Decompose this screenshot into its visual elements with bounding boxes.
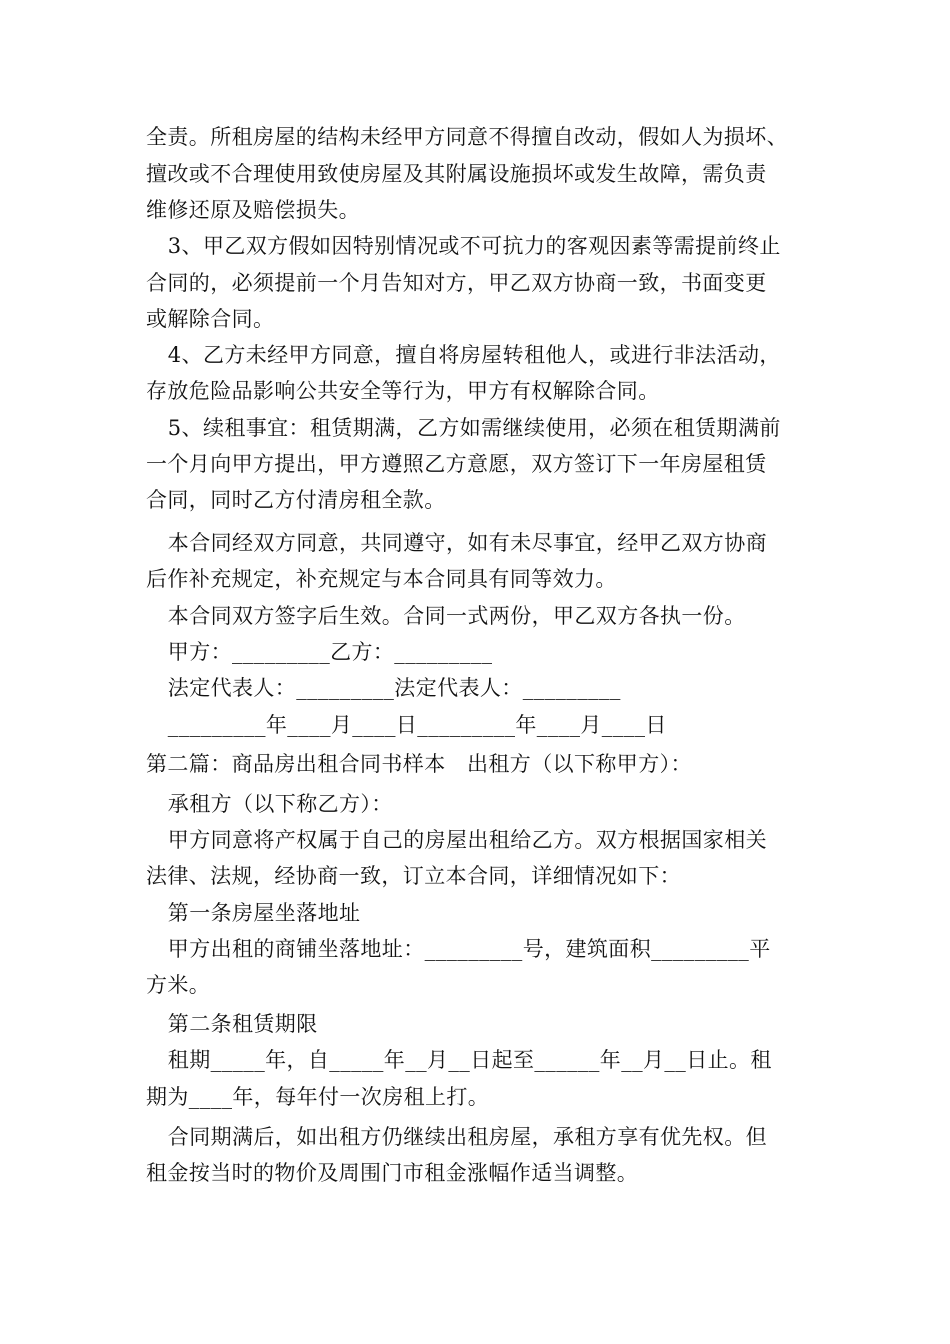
clause-heading: 第二条租赁期限 (146, 1012, 318, 1036)
text-line: 方米。 (146, 973, 211, 997)
text-line: 本合同经双方同意，共同遵守，如有未尽事宜，经甲乙双方协商 (146, 531, 767, 555)
text-line: 全责。所租房屋的结构未经甲方同意不得擅自改动，假如人为损坏、 (146, 125, 788, 149)
text-line: 租金按当时的物价及周围门市租金涨幅作适当调整。 (146, 1161, 639, 1185)
text-line: 3、甲乙双方假如因特别情况或不可抗力的客观因素等需提前终止 (146, 234, 781, 258)
signature-line: 法定代表人：_________法定代表人：_________ (146, 676, 621, 700)
text-line: 合同的，必须提前一个月告知对方，甲乙双方协商一致，书面变更 (146, 271, 767, 295)
text-line: 甲方出租的商铺坐落地址：_________号，建筑面积_________平 (146, 937, 771, 961)
clause-heading: 第一条房屋坐落地址 (146, 901, 361, 925)
text-line: 甲方同意将产权属于自己的房屋出租给乙方。双方根据国家相关 (146, 828, 767, 852)
signature-line: 甲方：_________乙方：_________ (146, 640, 493, 664)
text-line: 一个月向甲方提出，甲方遵照乙方意愿，双方签订下一年房屋租赁 (146, 452, 767, 476)
section-heading: 第二篇：商品房出租合同书样本 出租方（以下称甲方）： (146, 752, 692, 776)
text-line: 本合同双方签字后生效。合同一式两份，甲乙双方各执一份。 (146, 604, 746, 628)
text-line: 租期_____年，自_____年__月__日起至______年__月__日止。租 (146, 1048, 772, 1072)
text-line: 法律、法规，经协商一致，订立本合同，详细情况如下： (146, 864, 681, 888)
text-line: 或解除合同。 (146, 307, 275, 331)
text-line: 承租方（以下称乙方）： (146, 792, 393, 816)
text-line: 合同期满后，如出租方仍继续出租房屋，承租方享有优先权。但 (146, 1125, 767, 1149)
text-line: 维修还原及赔偿损失。 (146, 198, 360, 222)
text-line: 擅改或不合理使用致使房屋及其附属设施损坏或发生故障，需负责 (146, 162, 767, 186)
text-line: 4、乙方未经甲方同意，擅自将房屋转租他人，或进行非法活动， (146, 343, 781, 367)
date-line: _________年____月____日_________年____月____日 (146, 713, 667, 737)
text-line: 后作补充规定，补充规定与本合同具有同等效力。 (146, 567, 617, 591)
text-line: 合同，同时乙方付清房租全款。 (146, 488, 446, 512)
text-line: 5、续租事宜：租赁期满，乙方如需继续使用，必须在租赁期满前 (146, 416, 781, 440)
text-line: 存放危险品影响公共安全等行为，甲方有权解除合同。 (146, 379, 660, 403)
text-line: 期为____年，每年付一次房租上打。 (146, 1085, 490, 1109)
